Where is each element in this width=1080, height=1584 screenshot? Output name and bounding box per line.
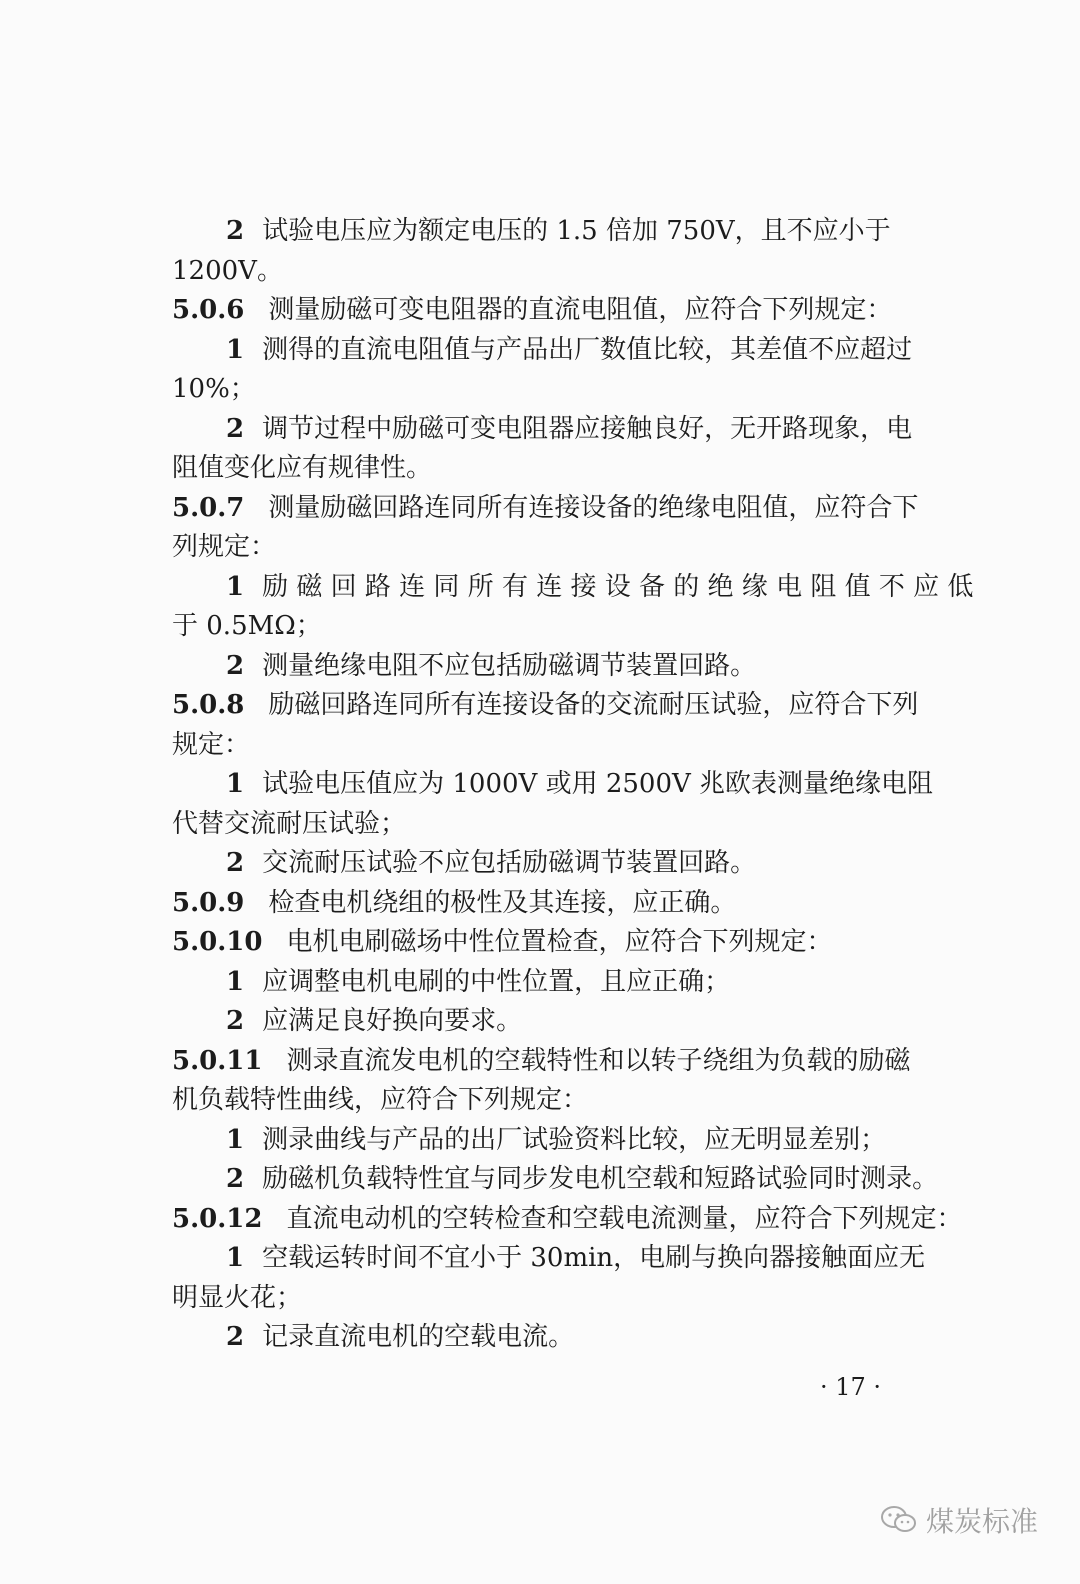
clause-number: 5.0.7 bbox=[172, 492, 245, 523]
watermark-text: 煤炭标准 bbox=[926, 1505, 1039, 1538]
continuation-line bbox=[172, 370, 920, 410]
line-text: 测录直流发电机的空载特性和以转子绕组为负载的励磁 bbox=[286, 1045, 911, 1076]
item-line bbox=[172, 963, 920, 1003]
line-text: 励 磁 回 路 连 同 所 有 连 接 设 备 的 绝 缘 电 阻 值 不 应 低 bbox=[262, 571, 974, 602]
item-line bbox=[172, 1160, 939, 1200]
clause-line bbox=[172, 686, 920, 726]
item-line bbox=[172, 568, 974, 608]
line-text: 测得的直流电阻值与产品出厂数值比较，其差值不应超过 bbox=[262, 334, 913, 365]
item-number: 2 bbox=[226, 1164, 245, 1194]
item-number: 2 bbox=[226, 1322, 245, 1352]
clause-number: 5.0.11 bbox=[172, 1045, 263, 1076]
line-text: 试验电压值应为 1000V 或用 2500V 兆欧表测量绝缘电阻 bbox=[262, 769, 934, 799]
line-text: 机负载特性曲线，应符合下列规定： bbox=[172, 1085, 589, 1115]
line-text: 励磁回路连同所有连接设备的交流耐压试验，应符合下列 bbox=[268, 690, 919, 720]
item-number: 2 bbox=[226, 848, 245, 878]
line-text: 检查电机绕组的极性及其连接，应正确。 bbox=[268, 887, 737, 918]
line-text: 电机电刷磁场中性位置检查，应符合下列规定： bbox=[286, 927, 833, 957]
line-text: 于 0.5MΩ； bbox=[172, 611, 322, 641]
line-text: 记录直流电机的空载电流。 bbox=[262, 1322, 575, 1352]
watermark bbox=[880, 1500, 1038, 1540]
continuation-line bbox=[172, 449, 920, 489]
item-line bbox=[172, 331, 920, 371]
item-number: 1 bbox=[226, 1243, 245, 1273]
line-text: 应调整电机电刷的中性位置，且应正确； bbox=[262, 966, 731, 997]
item-line bbox=[172, 1002, 920, 1042]
item-number: 2 bbox=[226, 216, 245, 246]
item-line bbox=[172, 765, 934, 805]
line-text: 调节过程中励磁可变电阻器应接触良好，无开路现象，电 bbox=[262, 413, 913, 444]
clause-number: 5.0.9 bbox=[172, 887, 245, 918]
clause-number: 5.0.12 bbox=[172, 1203, 263, 1234]
line-text: 代替交流耐压试验； bbox=[172, 808, 407, 839]
clause-number: 5.0.10 bbox=[172, 927, 263, 957]
continuation-line bbox=[172, 1081, 920, 1121]
line-text: 测量励磁可变电阻器的直流电阻值，应符合下列规定： bbox=[268, 295, 893, 325]
item-line bbox=[172, 647, 920, 687]
item-number: 2 bbox=[226, 650, 245, 681]
item-line bbox=[172, 1239, 926, 1279]
line-text: 直流电动机的空转检查和空载电流测量，应符合下列规定： bbox=[286, 1203, 963, 1234]
wechat-icon bbox=[880, 1504, 918, 1536]
item-number: 1 bbox=[226, 1124, 245, 1155]
clause-line bbox=[172, 923, 920, 963]
item-number: 2 bbox=[226, 413, 245, 444]
line-text: 1200V。 bbox=[172, 255, 283, 286]
clause-line bbox=[172, 291, 920, 331]
item-line bbox=[172, 410, 920, 450]
line-text: 试验电压应为额定电压的 1.5 倍加 750V，且不应小于 bbox=[262, 216, 891, 246]
clause-number: 5.0.8 bbox=[172, 690, 245, 720]
continuation-line bbox=[172, 607, 920, 647]
continuation-line bbox=[172, 528, 920, 568]
page-body bbox=[172, 212, 974, 1358]
line-text: 测录曲线与产品的出厂试验资料比较，应无明显差别； bbox=[262, 1124, 887, 1155]
continuation-line bbox=[172, 726, 920, 766]
line-text: 列规定： bbox=[172, 532, 277, 562]
line-text: 10%； bbox=[172, 374, 256, 404]
item-line bbox=[172, 1318, 920, 1358]
line-text: 阻值变化应有规律性。 bbox=[172, 453, 433, 483]
continuation-line bbox=[172, 1279, 920, 1319]
line-text: 应满足良好换向要求。 bbox=[262, 1006, 523, 1036]
line-text: 交流耐压试验不应包括励磁调节装置回路。 bbox=[262, 848, 757, 878]
clause-line bbox=[172, 489, 920, 529]
page-number: · 17 · bbox=[820, 1373, 882, 1401]
continuation-line bbox=[172, 805, 920, 845]
item-number: 1 bbox=[226, 571, 245, 602]
item-line bbox=[172, 212, 920, 252]
item-line bbox=[172, 1121, 920, 1161]
item-number: 2 bbox=[226, 1006, 245, 1036]
line-text: 励磁机负载特性宜与同步发电机空载和短路试验同时测录。 bbox=[262, 1164, 939, 1194]
clause-line bbox=[172, 1042, 920, 1082]
item-line bbox=[172, 844, 920, 884]
line-text: 空载运转时间不宜小于 30min，电刷与换向器接触面应无 bbox=[262, 1243, 926, 1273]
clause-line bbox=[172, 1200, 963, 1240]
clause-number: 5.0.6 bbox=[172, 295, 245, 325]
line-text: 规定： bbox=[172, 729, 251, 760]
line-text: 明显火花； bbox=[172, 1282, 303, 1313]
item-number: 1 bbox=[226, 966, 245, 997]
item-number: 1 bbox=[226, 769, 245, 799]
item-number: 1 bbox=[226, 334, 245, 365]
line-text: 测量绝缘电阻不应包括励磁调节装置回路。 bbox=[262, 650, 757, 681]
line-text: 测量励磁回路连同所有连接设备的绝缘电阻值，应符合下 bbox=[268, 492, 919, 523]
continuation-line bbox=[172, 252, 920, 292]
clause-line bbox=[172, 884, 920, 924]
